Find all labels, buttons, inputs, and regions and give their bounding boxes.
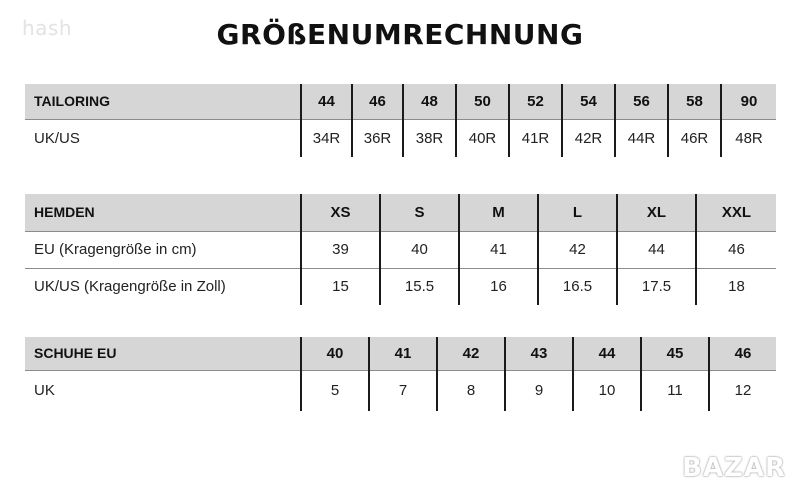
- table-row: [25, 119, 776, 157]
- row-label: UK/US: [25, 119, 301, 157]
- size-value-cell: 34R: [301, 119, 352, 157]
- size-header-cell: 54: [562, 84, 615, 119]
- table-header-label: TAILORING: [25, 84, 301, 119]
- size-value-cell: 16: [459, 268, 538, 305]
- size-header-cell: 44: [301, 84, 352, 119]
- size-header-cell: 56: [615, 84, 668, 119]
- size-header-cell: XXL: [696, 194, 776, 231]
- size-header-cell: 40: [301, 337, 369, 370]
- size-value-cell: 38R: [403, 119, 456, 157]
- size-header-cell: 50: [456, 84, 509, 119]
- size-value-cell: 40: [380, 231, 459, 268]
- size-value-cell: 15.5: [380, 268, 459, 305]
- row-label: UK: [25, 370, 301, 411]
- size-value-cell: 41: [459, 231, 538, 268]
- size-value-cell: 17.5: [617, 268, 696, 305]
- size-header-cell: S: [380, 194, 459, 231]
- table-row: [25, 370, 776, 411]
- size-header-cell: 43: [505, 337, 573, 370]
- size-header-cell: 58: [668, 84, 721, 119]
- size-header-cell: 48: [403, 84, 456, 119]
- size-header-cell: 42: [437, 337, 505, 370]
- size-value-cell: 39: [301, 231, 380, 268]
- size-value-cell: 7: [369, 370, 437, 411]
- size-value-cell: 42: [538, 231, 617, 268]
- size-value-cell: 18: [696, 268, 776, 305]
- table-header-label: HEMDEN: [25, 194, 301, 231]
- size-header-cell: 44: [573, 337, 641, 370]
- table-header-row: [25, 194, 776, 231]
- size-value-cell: 10: [573, 370, 641, 411]
- size-value-cell: 11: [641, 370, 709, 411]
- size-value-cell: 46: [696, 231, 776, 268]
- table-header-row: [25, 84, 776, 119]
- bazar-watermark-logo: BAZAR: [682, 453, 786, 483]
- hemden-size-table: [25, 194, 776, 305]
- size-value-cell: 46R: [668, 119, 721, 157]
- size-value-cell: 12: [709, 370, 776, 411]
- row-label: UK/US (Kragengröße in Zoll): [25, 268, 301, 305]
- table-row: [25, 268, 776, 305]
- watermark-text: hash: [22, 16, 73, 40]
- row-label: EU (Kragengröße in cm): [25, 231, 301, 268]
- size-header-cell: XL: [617, 194, 696, 231]
- size-value-cell: 9: [505, 370, 573, 411]
- size-value-cell: 42R: [562, 119, 615, 157]
- size-value-cell: 40R: [456, 119, 509, 157]
- table-row: [25, 231, 776, 268]
- table-header-label: SCHUHE EU: [25, 337, 301, 370]
- size-value-cell: 44: [617, 231, 696, 268]
- table-header-row: [25, 337, 776, 370]
- size-header-cell: XS: [301, 194, 380, 231]
- size-header-cell: 41: [369, 337, 437, 370]
- size-header-cell: 52: [509, 84, 562, 119]
- schuhe-size-table: [25, 337, 776, 411]
- size-header-cell: 46: [352, 84, 403, 119]
- size-value-cell: 16.5: [538, 268, 617, 305]
- size-value-cell: 48R: [721, 119, 776, 157]
- size-value-cell: 41R: [509, 119, 562, 157]
- size-value-cell: 15: [301, 268, 380, 305]
- size-header-cell: L: [538, 194, 617, 231]
- size-value-cell: 5: [301, 370, 369, 411]
- page-title: GRÖßENUMRECHNUNG: [216, 18, 584, 51]
- size-header-cell: M: [459, 194, 538, 231]
- size-header-cell: 46: [709, 337, 776, 370]
- size-value-cell: 8: [437, 370, 505, 411]
- size-value-cell: 36R: [352, 119, 403, 157]
- size-value-cell: 44R: [615, 119, 668, 157]
- size-header-cell: 45: [641, 337, 709, 370]
- tailoring-size-table: [25, 84, 776, 157]
- size-header-cell: 90: [721, 84, 776, 119]
